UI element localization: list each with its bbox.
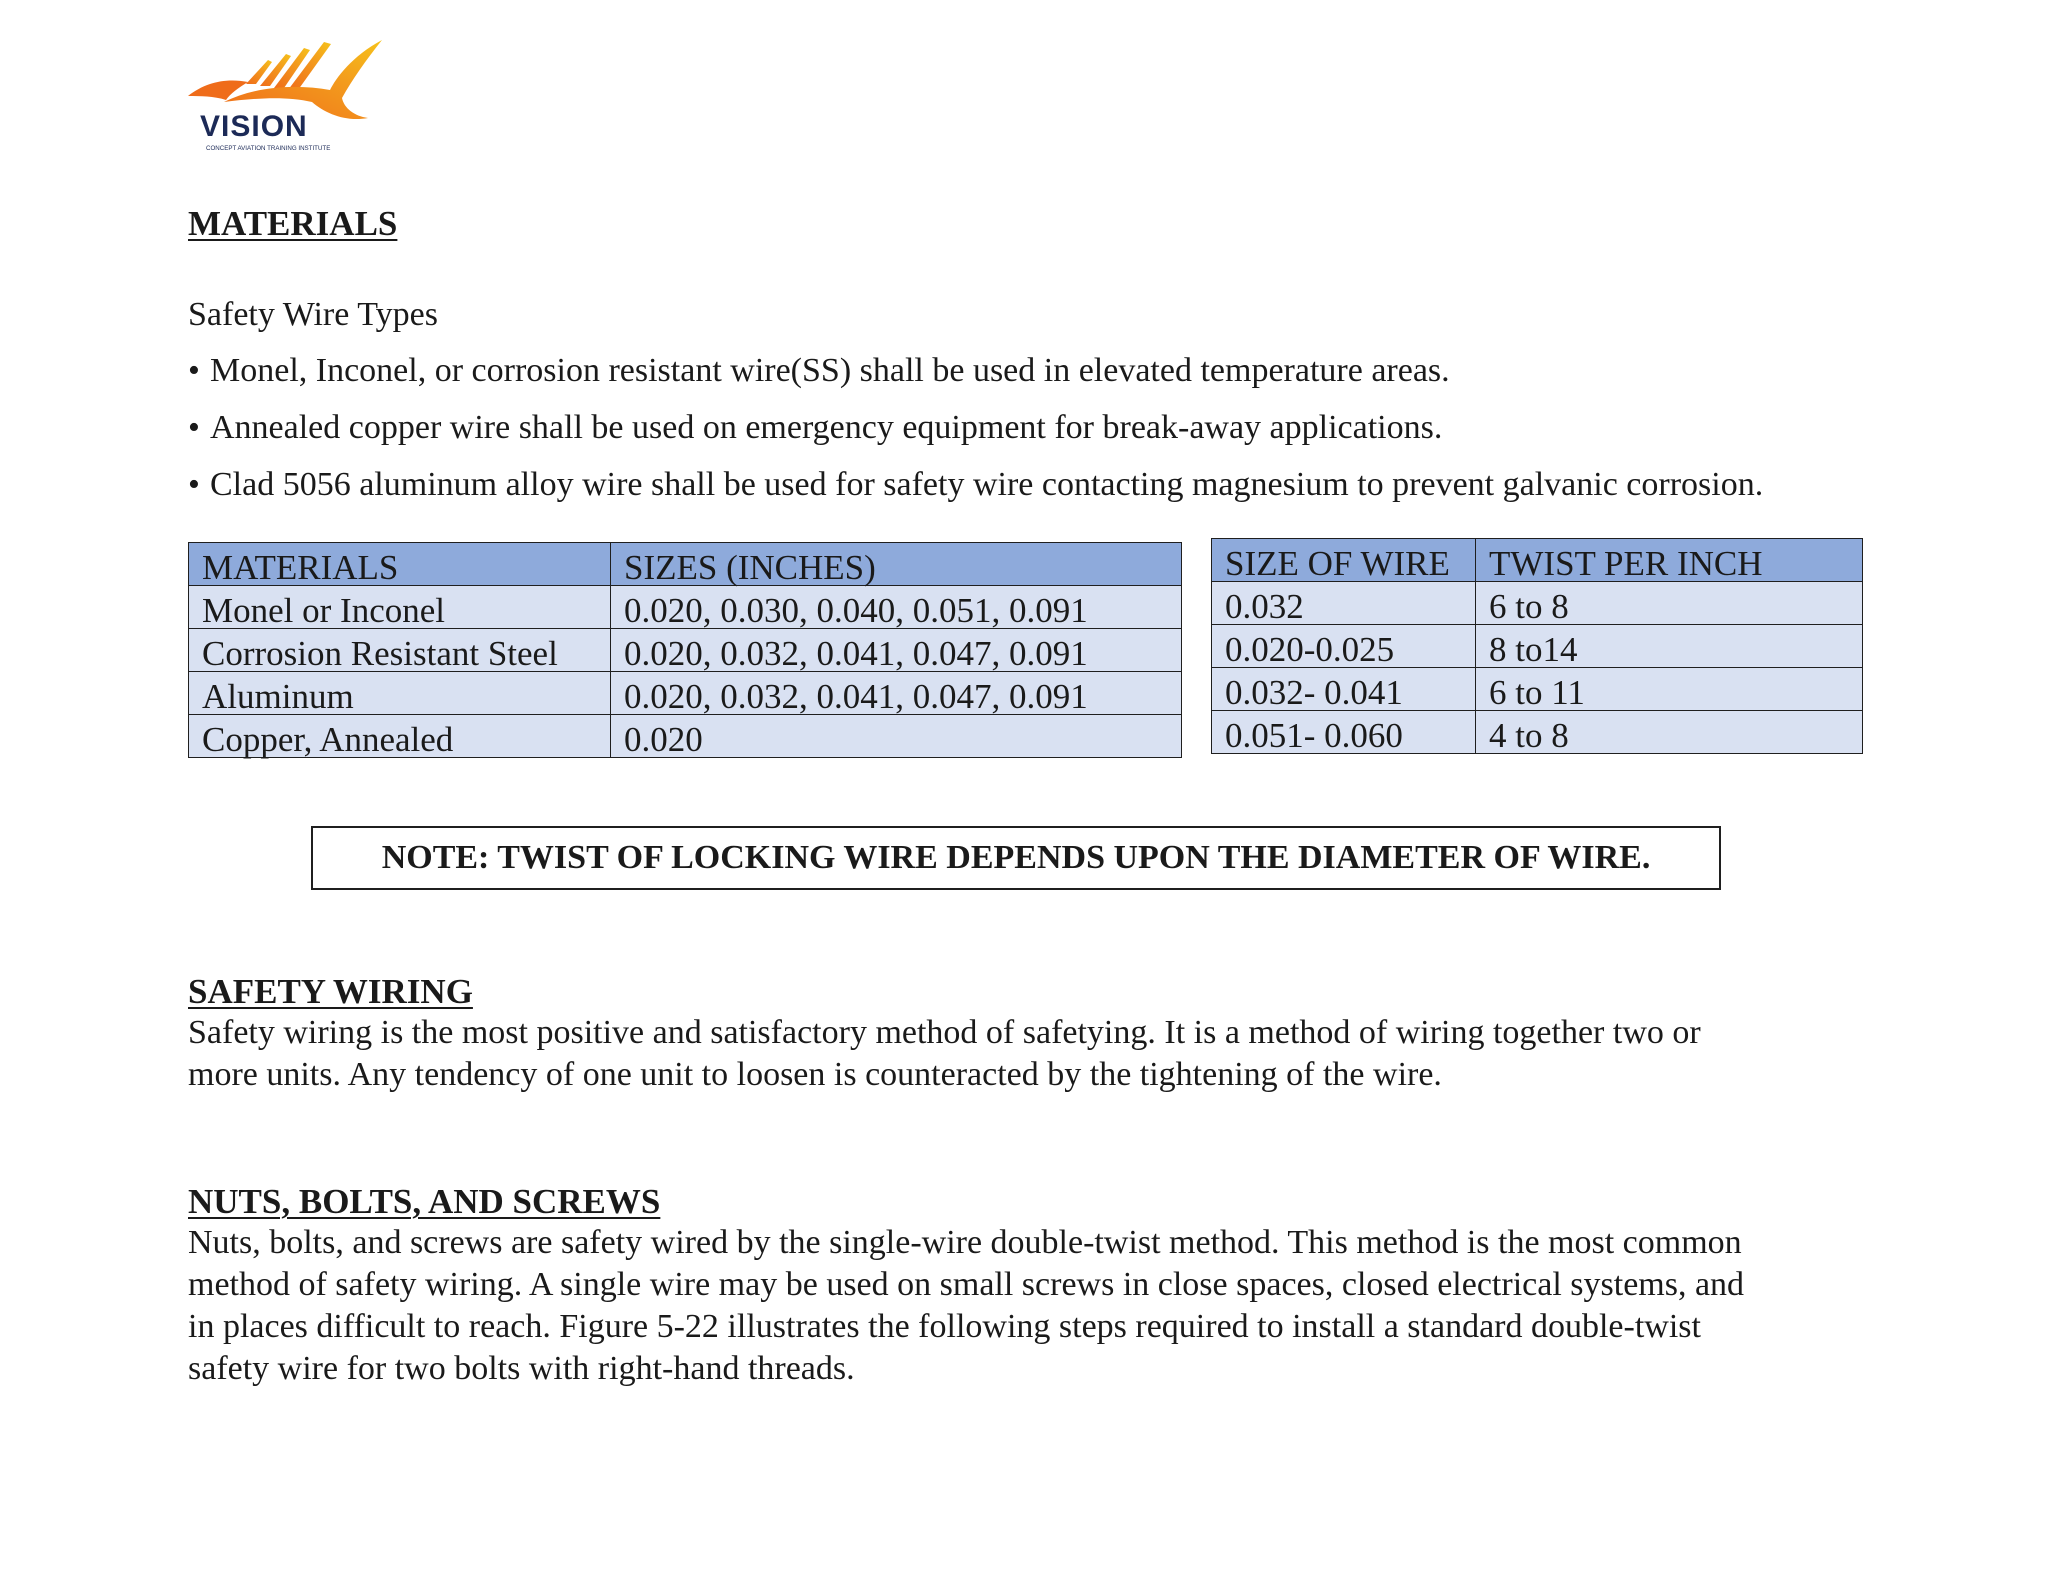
bullet-icon: • [188,409,200,446]
table-cell: 0.020, 0.032, 0.041, 0.047, 0.091 [611,672,1182,715]
table-row [1212,582,1863,625]
safety-wiring-heading: SAFETY WIRING [188,972,473,1011]
table-cell: Monel or Inconel [189,586,611,629]
paragraph-line: method of safety wiring. A single wire may be used on small screws in close spaces, closed electrical systems, and [188,1266,1745,1303]
logo-tagline-text: CONCEPT AVIATION TRAINING INSTITUTE [206,145,331,152]
table-cell: Aluminum [189,672,611,715]
column-header-twist-per-inch: TWIST PER INCH [1476,539,1863,582]
paragraph-line: in places difficult to reach. Figure 5-22 illustrates the following steps required to install a standard double-twist [188,1308,1701,1345]
table-header-row [1212,539,1863,582]
table-cell: 0.020, 0.030, 0.040, 0.051, 0.091 [611,586,1182,629]
paragraph-line: Nuts, bolts, and screws are safety wired by the single-wire double-twist method. This method is the most common [188,1224,1742,1261]
logo-brand-text: VISION [200,110,308,143]
materials-heading: MATERIALS [188,204,398,243]
nuts-bolts-screws-heading: NUTS, BOLTS, AND SCREWS [188,1182,661,1221]
table-cell: 0.032- 0.041 [1212,668,1476,711]
safety-wire-types-subtitle: Safety Wire Types [188,296,438,333]
nuts-bolts-screws-paragraph [188,1222,1744,1390]
safety-wire-types-list [188,350,1763,521]
bullet-icon: • [188,466,200,503]
table-cell: Copper, Annealed [189,715,611,758]
list-item: • Clad 5056 aluminum alloy wire shall be used for safety wire contacting magnesium to prevent galvanic corrosion. [188,464,1763,521]
column-header-materials: MATERIALS [189,543,611,586]
paragraph-line: Safety wiring is the most positive and satisfactory method of safetying. It is a method of wiring together two or [188,1014,1701,1051]
twist-per-inch-table [1211,538,1863,754]
table-row [1212,711,1863,754]
logo-wing-icon [186,38,386,156]
paragraph-line: more units. Any tendency of one unit to loosen is counteracted by the tightening of the wire. [188,1056,1442,1093]
table-header-row [189,543,1182,586]
table-cell: 0.020 [611,715,1182,758]
table-row [1212,625,1863,668]
twist-note-box: NOTE: TWIST OF LOCKING WIRE DEPENDS UPON THE DIAMETER OF WIRE. [311,826,1721,890]
table-cell: Corrosion Resistant Steel [189,629,611,672]
table-row [1212,668,1863,711]
table-cell: 0.051- 0.060 [1212,711,1476,754]
table-cell: 0.020-0.025 [1212,625,1476,668]
materials-sizes-table [188,542,1182,758]
column-header-size-of-wire: SIZE OF WIRE [1212,539,1476,582]
paragraph-line: safety wire for two bolts with right-hand threads. [188,1350,855,1387]
table-cell: 6 to 11 [1476,668,1863,711]
table-cell: 6 to 8 [1476,582,1863,625]
table-cell: 8 to14 [1476,625,1863,668]
bullet-icon: • [188,352,200,389]
column-header-sizes: SIZES (INCHES) [611,543,1182,586]
vision-logo [186,38,386,156]
table-row [189,586,1182,629]
table-row [189,672,1182,715]
table-cell: 0.032 [1212,582,1476,625]
table-row [189,629,1182,672]
list-item: • Annealed copper wire shall be used on emergency equipment for break-away applications. [188,407,1763,464]
table-cell: 4 to 8 [1476,711,1863,754]
safety-wiring-paragraph [188,1012,1701,1096]
table-row [189,715,1182,758]
list-item: • Monel, Inconel, or corrosion resistant wire(SS) shall be used in elevated temperature areas. [188,350,1763,407]
table-cell: 0.020, 0.032, 0.041, 0.047, 0.091 [611,629,1182,672]
